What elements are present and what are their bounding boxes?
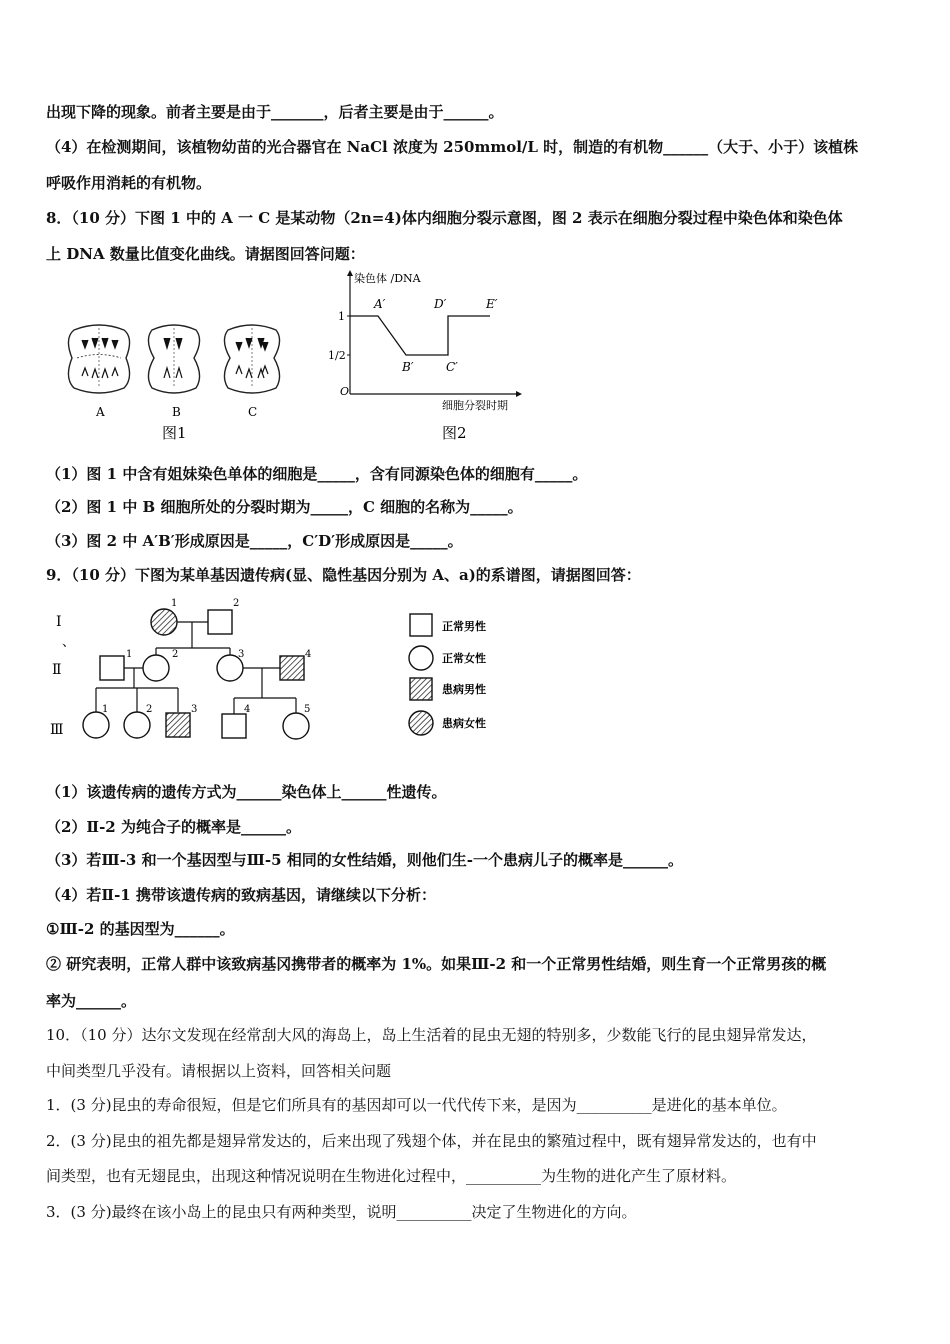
figure-1-cell-division (62, 318, 284, 446)
q7-part4-line2: 呼吸作用消耗的有机物。 (46, 174, 212, 192)
ped-i1-affected-female (151, 609, 177, 635)
figure-1-caption: 图1 (162, 424, 187, 442)
point-label-2: B′ (402, 360, 414, 374)
cell-c (224, 325, 279, 419)
q7-continuation: 出现下降的现象。前者主要是由于_______，后者主要是由于______。 (46, 103, 504, 121)
q10-stem-line2: 中间类型几乎没有。请根据以上资料，回答相关问题 (46, 1062, 392, 1080)
q10-stem-line1: 10．（10 分）达尔文发现在经常刮大风的海岛上，岛上生活着的昆虫无翅的特别多，少数能飞行的昆虫翅异常发达， (46, 1026, 817, 1044)
q8-stem-line2: 上 DNA 数量比值变化曲线。请据图回答问题： (46, 245, 365, 263)
gen-label-3: Ⅲ (50, 722, 64, 738)
ped-iii4-num: 4 (244, 704, 251, 715)
q8-sub1: （1）图 1 中含有姐妹染色单体的细胞是_____，含有同源染色体的细胞有_____。 (46, 465, 588, 483)
q7-part4-line1: （4）在检测期间，该植物幼苗的光合器官在 NaCl 浓度为 250mmol/L 时，制造的有机物______（大于、小于）该植株 (46, 138, 859, 156)
pedigree-legend (404, 610, 524, 740)
y-axis-arrow (347, 270, 353, 276)
cell-b (148, 325, 199, 419)
figure-2-caption: 图2 (442, 424, 467, 442)
q9-stem: 9．（10 分）下图为某单基因遗传病(显、隐性基因分别为 A、a)的系谱图，请据图回答： (46, 566, 641, 584)
point-label-4: D′ (434, 297, 447, 311)
q9-sub4-2-line2: 率为______。 (46, 992, 137, 1010)
x-axis-arrow (516, 391, 522, 397)
q9-sub3: （3）若Ⅲ-3 和一个基因型与Ⅲ-5 相同的女性结婚，则他们生-一个患病儿子的概率是______。 (46, 851, 683, 869)
ped-i1-num: 1 (171, 598, 178, 609)
point-label-5: E′ (486, 297, 498, 311)
ped-iii1-num: 1 (102, 704, 109, 715)
q8-stem-line1: 8．（10 分）下图 1 中的 A 一 C 是某动物（2n=4)体内细胞分裂示意图，图 2 表示在细胞分裂过程中染色体和染色体 (46, 209, 843, 227)
ped-i2-normal-male (208, 610, 232, 634)
ped-iii1-normal-female (83, 712, 109, 738)
point-labels (347, 297, 498, 374)
legend-affected-male: 患病男性 (442, 683, 486, 696)
ped-ii3-num: 3 (238, 649, 245, 660)
pedigree-chart (44, 594, 334, 746)
ped-iii2-num: 2 (146, 704, 153, 715)
ped-i2-num: 2 (233, 598, 240, 609)
x-axis-label: 细胞分裂时期 (442, 399, 508, 412)
ped-ii4-affected-male (280, 656, 304, 680)
ped-ii2-num: 2 (172, 649, 179, 660)
ped-iii3-affected-male (166, 713, 190, 737)
legend-affected-male-icon (410, 678, 432, 700)
y-axis-label: 染色体 /DNA (354, 272, 421, 285)
legend-normal-male: 正常男性 (442, 620, 486, 633)
gen-label-1: Ⅰ (56, 614, 62, 630)
q9-sub4-2-line1: ② 研究表明，正常人群中该致病基冈携带者的概率为 1%。如果Ⅲ-2 和一个正常男性结婚，则生育一个正常男孩的概 (46, 955, 827, 973)
ped-iii2-normal-female (124, 712, 150, 738)
cell-b-label: B (172, 405, 181, 419)
cell-a (68, 325, 129, 419)
q9-sub4: （4）若Ⅱ-1 携带该遗传病的致病基因，请继续以下分析： (46, 886, 436, 904)
ped-iii3-num: 3 (191, 704, 198, 715)
legend-affected-female: 患病女性 (442, 717, 486, 730)
origin-label: O (340, 385, 350, 398)
legend-normal-female: 正常女性 (442, 652, 486, 665)
ped-ii1-normal-male (100, 656, 124, 680)
q9-sub1: （1）该遗传病的遗传方式为______染色体上______性遗传。 (46, 783, 447, 801)
legend-normal-female-icon (409, 646, 433, 670)
ped-ii2-normal-female (143, 655, 169, 681)
legend-normal-male-icon (410, 614, 432, 636)
gen-label-2: Ⅱ (52, 662, 62, 678)
ped-iii4-normal-male (222, 714, 246, 738)
q10-sub1: 1．(3 分)昆虫的寿命很短，但是它们所具有的基因却可以一代代传下来，是因为__________是进化的基本单位。 (46, 1096, 787, 1114)
ped-ii1-num: 1 (126, 649, 133, 660)
point-label-1: A′ (374, 297, 386, 311)
q9-sub2: （2）Ⅱ-2 为纯合子的概率是______。 (46, 818, 301, 836)
point-label-3: C′ (446, 360, 458, 374)
q10-sub2-line2: 间类型，也有无翅昆虫，出现这种情况说明在生物进化过程中，__________为生物的进化产生了原材料。 (46, 1167, 737, 1185)
ped-ii4-num: 4 (305, 649, 312, 660)
figure-2-ratio-chart (320, 268, 530, 446)
q10-sub2-line1: 2．(3 分)昆虫的祖先都是翅异常发达的，后来出现了残翅个体，并在昆虫的繁殖过程中，既有翅异常发达的，也有中 (46, 1132, 817, 1150)
ratio-series-line (350, 316, 490, 355)
ped-iii5-num: 5 (304, 704, 311, 715)
y-tick-1: 1 (338, 310, 345, 323)
cell-c-label: C (248, 405, 258, 419)
q10-sub3: 3．(3 分)最终在该小岛上的昆虫只有两种类型，说明__________决定了生物进化的方向。 (46, 1203, 637, 1221)
gen-mark: 、 (62, 635, 76, 650)
q9-sub4-1: ①Ⅲ-2 的基因型为______。 (46, 920, 235, 938)
cell-a-label: A (96, 405, 105, 419)
y-tick-half: 1/2 (328, 349, 346, 362)
q8-sub2: （2）图 1 中 B 细胞所处的分裂时期为_____，C 细胞的名称为_____。 (46, 498, 523, 516)
legend-affected-female-icon (409, 711, 433, 735)
ped-iii5-normal-female (283, 713, 309, 739)
q8-sub3: （3）图 2 中 A′B′形成原因是_____，C′D′形成原因是_____。 (46, 532, 463, 550)
